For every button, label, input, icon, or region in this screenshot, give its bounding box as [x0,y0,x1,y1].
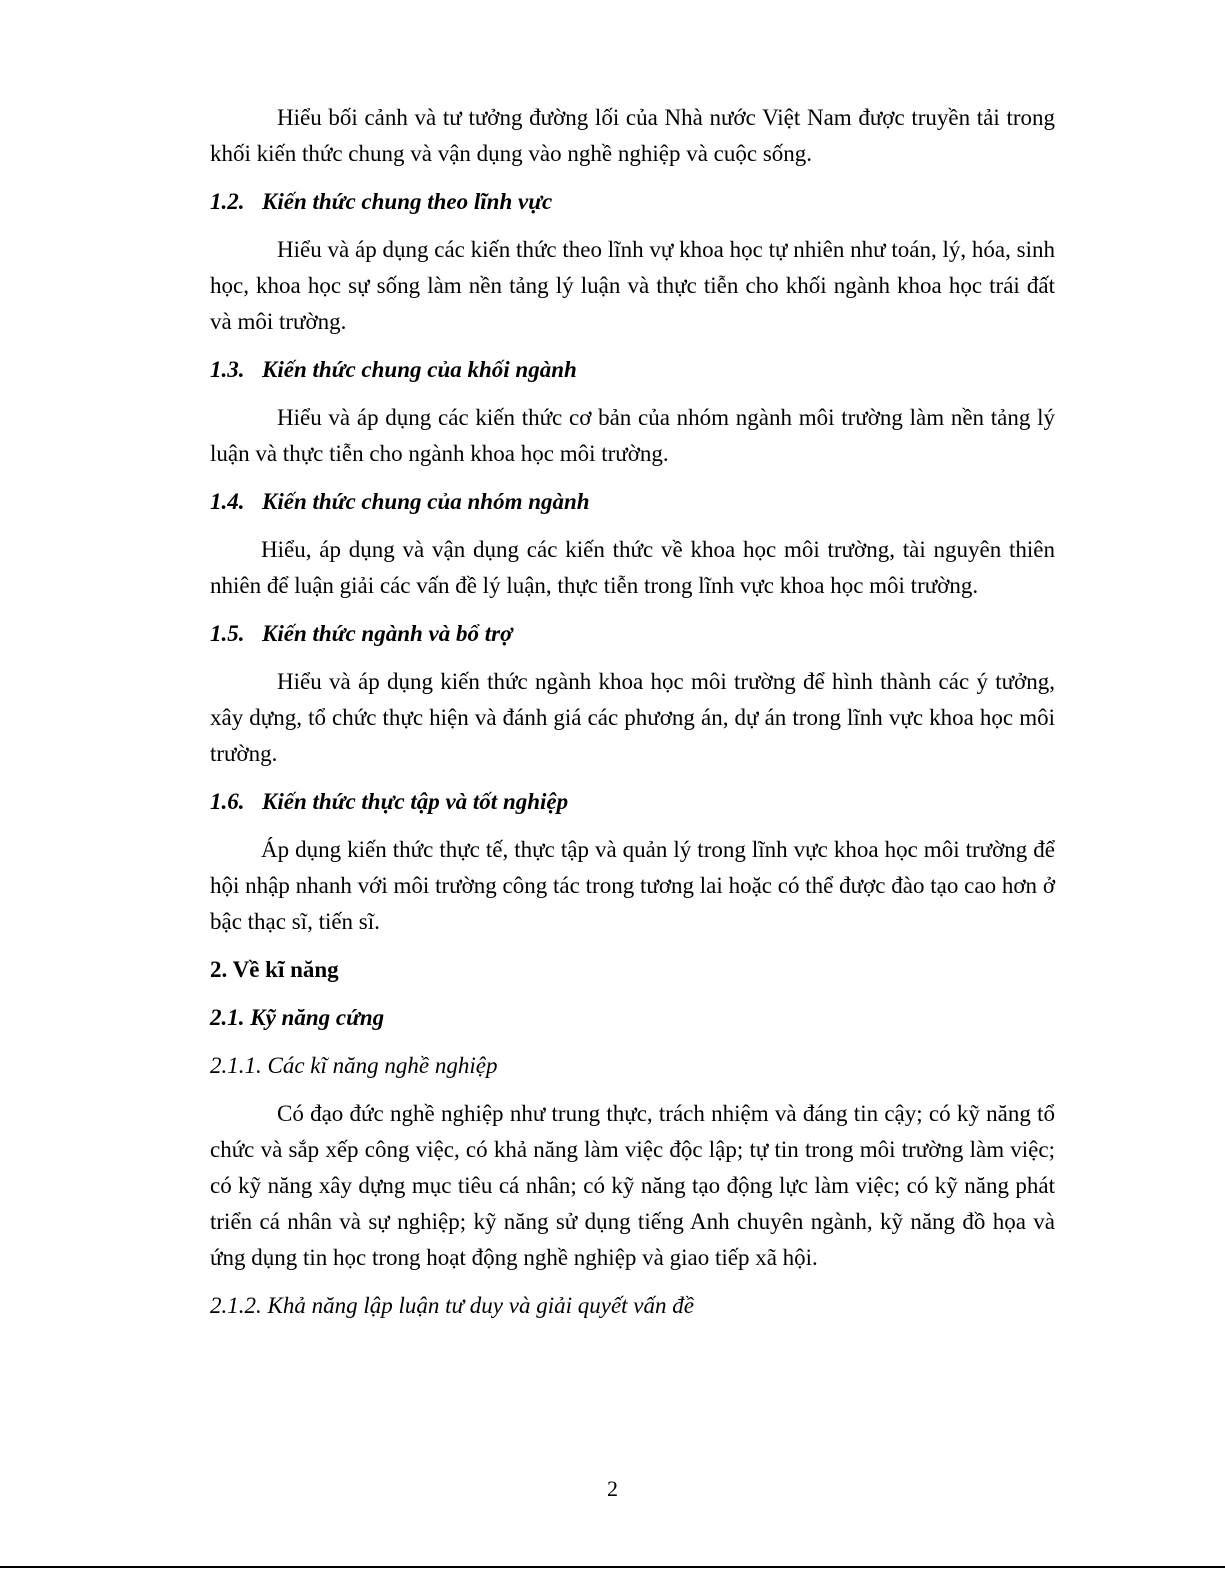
section-number: 1.6. [210,789,245,814]
section-number: 1.2. [210,189,245,214]
section-title: Kiến thức thực tập và tốt nghiệp [262,789,569,814]
section-body-1-2: Hiểu và áp dụng các kiến thức theo lĩnh vự khoa học tự nhiên như toán, lý, hóa, sinh học, khoa học sự sống làm nền tảng lý luận và thực tiễn cho khối ngành khoa học trái đất và môi trường. [210,237,1055,334]
section-number: 1.5. [210,621,245,646]
section-body-1-6: Áp dụng kiến thức thực tế, thực tập và quản lý trong lĩnh vực khoa học môi trường để hội nhập nhanh với môi trường công tác trong tương lai hoặc có thể được đào tạo cao hơn ở bậc thạc sĩ, tiến sĩ. [210,837,1055,934]
professional-skills-body: Có đạo đức nghề nghiệp như trung thực, trách nhiệm và đáng tin cậy; có kỹ năng tổ chức và sắp xếp công việc, có khả năng làm việc độc lập; tự tin trong môi trường làm việc; có kỹ năng xây dựng mục tiêu cá nhân; có kỹ năng tạo động lực làm việc; có kỹ năng phát triển cá nhân và sự nghiệp; kỹ năng sử dụng tiếng Anh chuyên ngành, kỹ năng đồ họa và ứng dụng tin học trong hoạt động nghề nghiệp và giao tiếp xã hội. [210,1101,1055,1270]
hard-skills-heading: 2.1. Kỹ năng cứng [210,1005,385,1030]
page-number: 2 [607,1476,618,1501]
skills-heading: 2. Về kĩ năng [210,957,339,982]
section-heading-1-6 [210,784,1055,820]
section-heading-1-3 [210,352,1055,388]
document-page [210,100,1055,1336]
section-title: Kiến thức chung của khối ngành [262,357,577,382]
bottom-rule [0,1566,1225,1568]
section-body-1-5: Hiểu và áp dụng kiến thức ngành khoa học môi trường để hình thành các ý tưởng, xây dựng, tổ chức thực hiện và đánh giá các phương án, dự án trong lĩnh vực khoa học môi trường. [210,669,1055,766]
section-heading-1-2 [210,184,1055,220]
section-heading-1-5 [210,616,1055,652]
section-title: Kiến thức chung theo lĩnh vực [262,189,553,214]
section-number: 1.4. [210,489,245,514]
professional-skills-heading: 2.1.1. Các kĩ năng nghề nghiệp [210,1053,498,1078]
section-body-1-4: Hiểu, áp dụng và vận dụng các kiến thức về khoa học môi trường, tài nguyên thiên nhiên để luận giải các vấn đề lý luận, thực tiễn trong lĩnh vực khoa học môi trường. [210,537,1055,598]
section-body-1-3: Hiểu và áp dụng các kiến thức cơ bản của nhóm ngành môi trường làm nền tảng lý luận và thực tiễn cho ngành khoa học môi trường. [210,405,1055,466]
section-heading-1-4 [210,484,1055,520]
section-title: Kiến thức ngành và bổ trợ [262,621,513,646]
section-number: 1.3. [210,357,245,382]
reasoning-skills-heading: 2.1.2. Khả năng lập luận tư duy và giải quyết vấn đề [210,1293,694,1318]
section-title: Kiến thức chung của nhóm ngành [262,489,590,514]
intro-paragraph: Hiểu bối cảnh và tư tưởng đường lối của Nhà nước Việt Nam được truyền tải trong khối kiến thức chung và vận dụng vào nghề nghiệp và cuộc sống. [210,105,1055,166]
